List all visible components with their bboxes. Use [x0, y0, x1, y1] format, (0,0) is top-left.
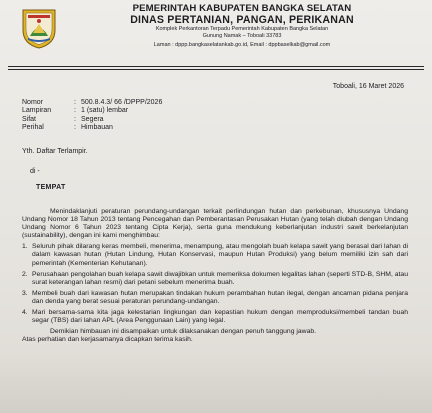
meta-value: Segera [81, 115, 104, 123]
list-item [22, 271, 408, 287]
meta-row-nomor [22, 99, 162, 107]
office-contact: Laman : dppp.bangkaselatankab.go.id, Email : dppbaselkab@gmail.com [153, 42, 331, 48]
item-number: 3. [22, 289, 28, 297]
letterhead-rule [8, 66, 424, 67]
government-name: PEMERINTAH KABUPATEN BANGKA SELATAN [132, 3, 352, 14]
list-item [22, 243, 408, 267]
office-city: Gunung Namak – Toboali 33783 [202, 33, 282, 39]
letter-meta [22, 99, 162, 133]
item-text: Membeli buah dari kawasan hutan merupakan tindakan hukum perambahan hutan ilegal, dengan ancaman pidana penjara dan denda yang berat sesuai peraturan perundang-undangan. [32, 289, 408, 305]
item-number: 4. [22, 309, 28, 317]
letter-body [22, 208, 408, 344]
letterhead-rule-thin [8, 69, 424, 70]
department-name: DINAS PERTANIAN, PANGAN, PERIKANAN [130, 14, 354, 26]
meta-row-perihal [22, 124, 162, 132]
meta-colon: : [74, 107, 76, 115]
closing-thanks: Atas perhatian dan kerjasamanya dicapkan terima kasih. [22, 336, 193, 344]
list-item [22, 309, 408, 325]
meta-value: Himbauan [81, 124, 113, 132]
meta-row-lampiran [22, 107, 162, 115]
recipient-di: di - [30, 168, 40, 175]
appeal-list [22, 243, 408, 325]
intro-paragraph: Menindaklanjuti peraturan perundang-undangan terkait perlindungan hutan dan perkebunan, khususnya Undang Undang Nomor 18 Tahun 2013 tentang Pencegahan dan Pemberantasan Perusakan Hutan (yang telah diubah dengan Undang Undang Nomor 6 Tahun 2023 tentang Cipta Kerja), serta guna mendukung keberlanjutan industri sawit berkelanjutan (sustainability), dengan ini kami menghimbau: [22, 208, 408, 240]
recipient-place: TEMPAT [36, 184, 66, 191]
meta-colon: : [74, 115, 76, 123]
item-text: Perusahaan pengolahan buah kelapa sawit diwajibkan untuk memeriksa dokumen legalitas lahan (seperti STD-B, SHM, atau surat keterangan lahan resmi) dari petani sebelum menerima buah. [32, 270, 408, 286]
closing-paragraph: Demikian himbauan ini disampaikan untuk dilaksanakan dengan penuh tanggung jawab. [50, 328, 317, 336]
meta-label: Nomor [22, 99, 44, 106]
item-text: Seluruh pihak dilarang keras membeli, menerima, menampung, atau mengolah buah kelapa sawit yang berasal dari lahan di dalam kawasan hutan (Hutan Lindung, Hutan Konservasi, maupun Hutan Produksi) yang belum memiliki izin sah dari pemerintah (Kementerian Kehutanan). [32, 243, 408, 267]
meta-value: 500.8.4.3/ 66 /DPPP/2026 [81, 99, 163, 106]
place-date: Toboali, 16 Maret 2026 [332, 83, 404, 90]
letterhead [0, 3, 432, 49]
photo-shadow [0, 353, 432, 413]
recipient: Yth. Daftar Terlampir. [22, 148, 88, 155]
meta-colon: : [74, 99, 76, 106]
meta-label: Sifat [22, 115, 37, 123]
meta-row-sifat [22, 116, 162, 124]
list-item [22, 290, 408, 306]
meta-label: Perihal [22, 124, 44, 132]
meta-label: Lampiran [22, 107, 52, 115]
item-text: Mari bersama-sama kita jaga kelestarian lingkungan dan kepastian hukum dengan memproduksi/membeli tandan buah segar (TBS) dari lahan APL (Area Penggunaan Lain) yang legal. [32, 309, 408, 325]
meta-value: 1 (satu) lembar [81, 107, 129, 115]
meta-colon: : [74, 124, 76, 132]
office-address: Komplek Perkantoran Terpadu Pemerintah Kabupaten Bangka Selatan [155, 26, 329, 32]
item-number: 2. [22, 270, 28, 278]
item-number: 1. [22, 243, 28, 251]
